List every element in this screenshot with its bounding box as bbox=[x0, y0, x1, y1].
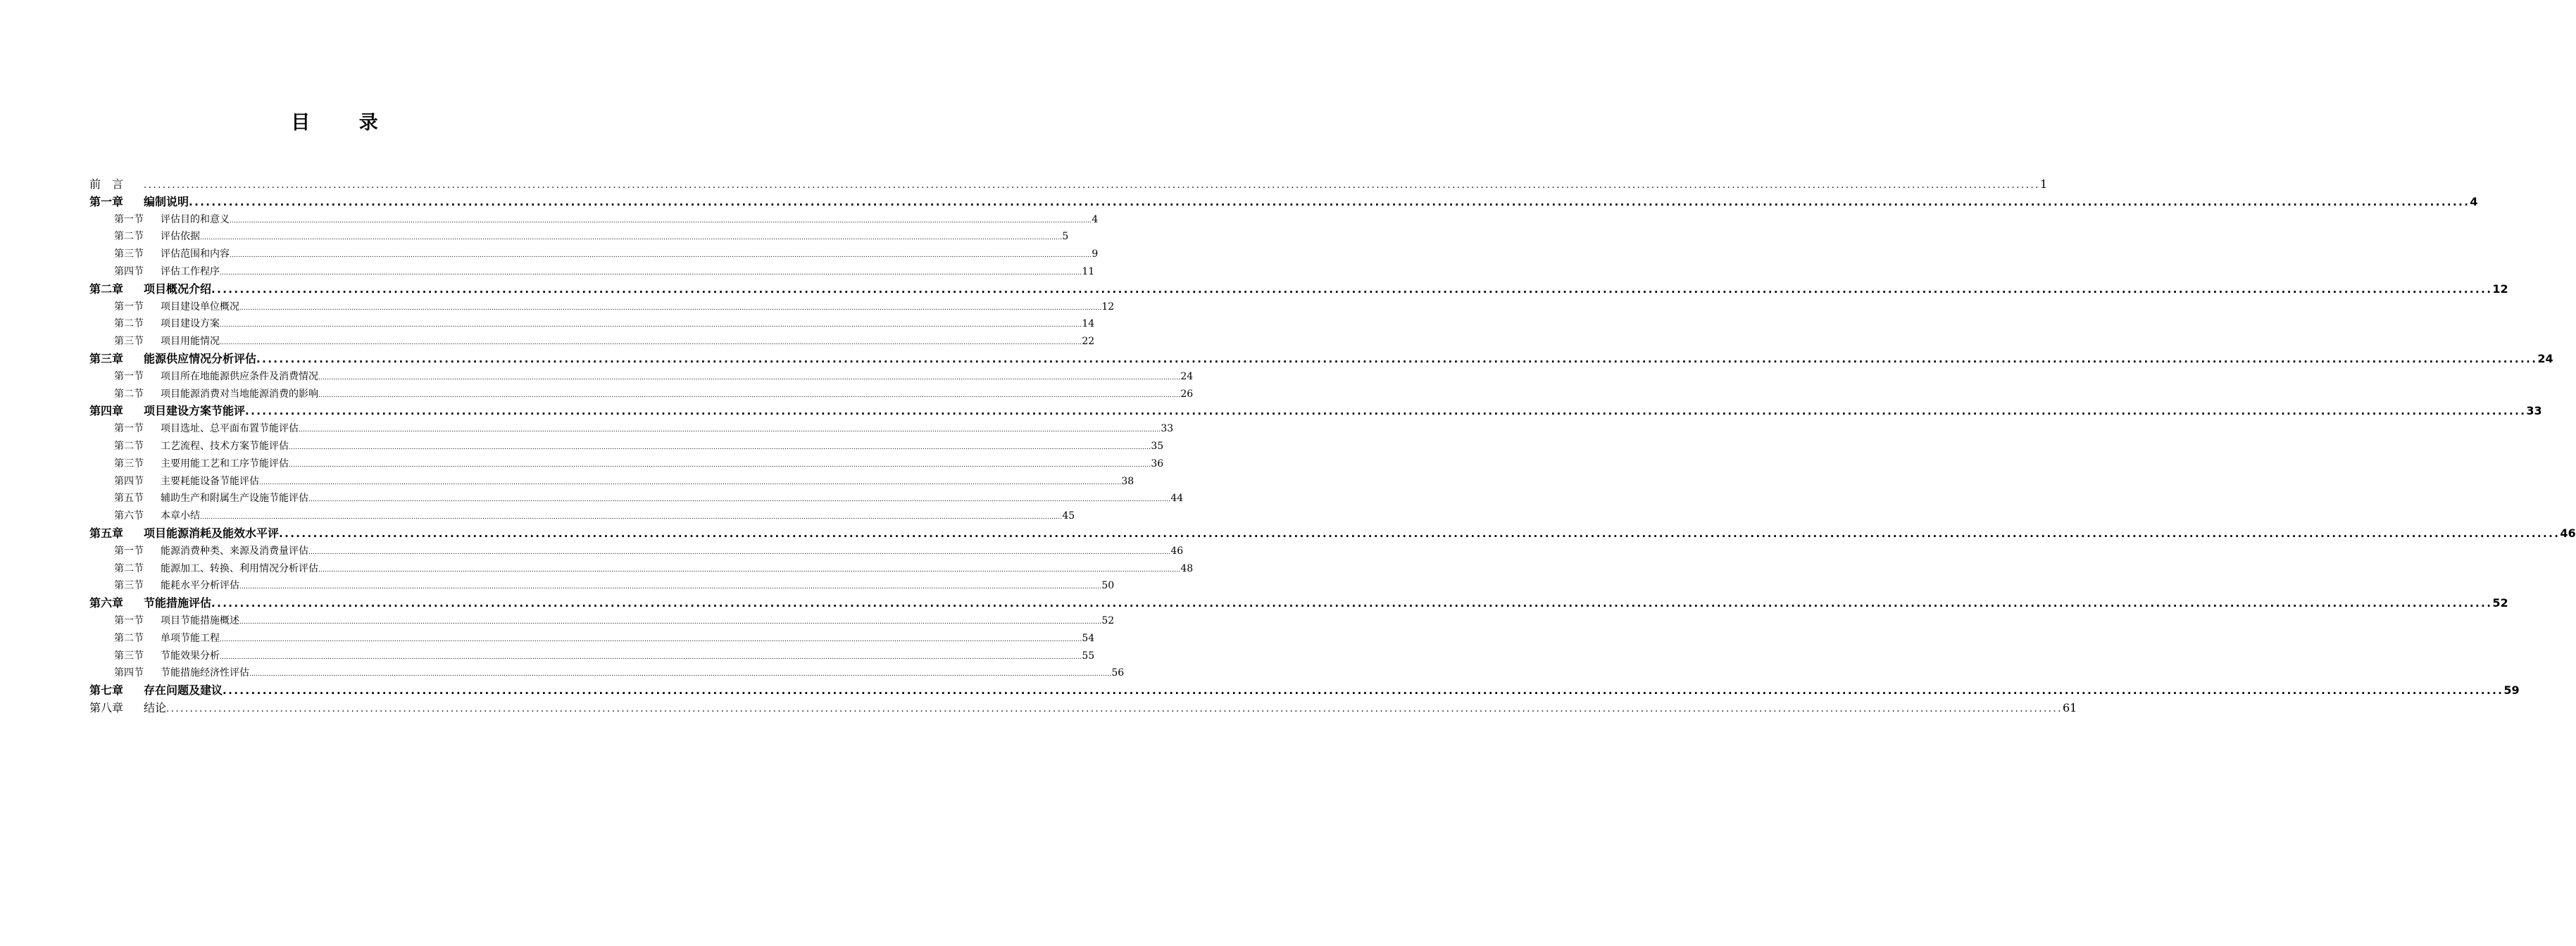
toc-section-entry[interactable] bbox=[89, 612, 1115, 630]
toc-dot-leader: ................................................................................................................................................................................................................................................................................................................................................................................................................ bbox=[289, 461, 1151, 469]
toc-dot-leader: ................................................................................................................................................................................................................................................................................................................................................................................................................ bbox=[144, 180, 2040, 191]
toc-section-entry[interactable] bbox=[89, 507, 1075, 525]
toc-entry-title: 项目能源消费对当地能源消费的影响 bbox=[161, 388, 318, 400]
toc-entry-title: 评估目的和意义 bbox=[161, 213, 230, 225]
toc-dot-leader: ................................................................................................................................................................................................................................................................................................................................................................................................................ bbox=[166, 703, 2063, 714]
toc-entry-label: 第二节 bbox=[114, 231, 144, 243]
toc-entry-label: 第八章 bbox=[89, 700, 124, 714]
toc-section-entry[interactable] bbox=[89, 315, 1095, 333]
toc-entry-label: 第三节 bbox=[114, 650, 144, 662]
page-title: 目 录 bbox=[291, 112, 399, 134]
toc-entry-title: 项目建设方案 bbox=[161, 318, 220, 330]
toc-chapter-entry[interactable] bbox=[89, 682, 2520, 700]
toc-entry-label: 第四节 bbox=[114, 475, 144, 487]
toc-page-number: 22 bbox=[1082, 336, 1095, 348]
toc-section-entry[interactable] bbox=[89, 228, 1069, 246]
toc-section-entry[interactable] bbox=[89, 560, 1194, 578]
toc-dot-leader: ................................................................................................................................................................................................................................................................................................................................................................................................................ bbox=[220, 636, 1082, 643]
toc-entry-label: 第三节 bbox=[114, 458, 144, 469]
toc-dot-leader: ................................................................................................................................................................................................................................................................................................................................................................................................................ bbox=[259, 479, 1122, 486]
toc-entry-title: 单项节能工程 bbox=[161, 632, 220, 644]
toc-entry-label: 第一节 bbox=[114, 213, 144, 225]
toc-page-number: 24 bbox=[1180, 370, 1194, 382]
toc-entry-label: 第一节 bbox=[114, 370, 144, 382]
toc-entry-label: 第三节 bbox=[114, 336, 144, 348]
toc-page-number: 5 bbox=[1062, 231, 1069, 243]
toc-page-number: 4 bbox=[2470, 194, 2478, 208]
toc-page-number: 55 bbox=[1082, 650, 1095, 662]
toc-page-number: 44 bbox=[1170, 493, 1184, 505]
toc-chapter-entry[interactable] bbox=[89, 525, 2576, 543]
toc-section-entry[interactable] bbox=[89, 386, 1194, 403]
toc-entry-label: 第七章 bbox=[89, 683, 124, 698]
toc-entry-title: 项目用能情况 bbox=[161, 336, 220, 348]
toc-dot-leader: ................................................................................................................................................................................................................................................................................................................................................................................................................ bbox=[200, 514, 1063, 522]
toc-dot-leader: ................................................................................................................................................................................................................................................................................................................................................................................................................ bbox=[318, 566, 1181, 574]
toc-page-number: 26 bbox=[1180, 388, 1194, 400]
toc-dot-leader: ................................................................................................................................................................................................................................................................................................................................................................................................................ bbox=[299, 427, 1161, 434]
toc-dot-leader: ................................................................................................................................................................................................................................................................................................................................................................................................................ bbox=[211, 282, 2493, 296]
toc-dot-leader: ................................................................................................................................................................................................................................................................................................................................................................................................................ bbox=[220, 653, 1082, 661]
toc-chapter-entry[interactable] bbox=[89, 176, 2048, 194]
toc-entry-title: 项目选址、总平面布置节能评估 bbox=[161, 423, 299, 435]
toc-dot-leader: ................................................................................................................................................................................................................................................................................................................................................................................................................ bbox=[308, 496, 1171, 504]
toc-entry-title: 项目建设单位概况 bbox=[161, 301, 239, 313]
toc-entry-label: 第二章 bbox=[89, 282, 124, 296]
toc-entry-title: 评估依据 bbox=[161, 231, 200, 243]
toc-page-number: 46 bbox=[1170, 545, 1184, 557]
toc-entry-title: 存在问题及建议 bbox=[144, 683, 223, 698]
toc-entry-label: 第一章 bbox=[89, 194, 124, 208]
toc-page-number: 9 bbox=[1092, 248, 1099, 260]
toc-chapter-entry[interactable] bbox=[89, 351, 2553, 368]
toc-entry-label: 第五节 bbox=[114, 493, 144, 505]
toc-dot-leader: ................................................................................................................................................................................................................................................................................................................................................................................................................ bbox=[245, 405, 2527, 418]
toc-dot-leader: ................................................................................................................................................................................................................................................................................................................................................................................................................ bbox=[189, 195, 2470, 208]
toc-dot-leader: ................................................................................................................................................................................................................................................................................................................................................................................................................ bbox=[230, 217, 1092, 225]
toc-entry-title: 项目能源消耗及能效水平评 bbox=[144, 526, 280, 540]
toc-entry-label: 第三章 bbox=[89, 351, 124, 365]
toc-page-number: 14 bbox=[1082, 318, 1095, 330]
toc-entry-title: 工艺流程、技术方案节能评估 bbox=[161, 440, 289, 452]
toc-dot-leader: ................................................................................................................................................................................................................................................................................................................................................................................................................ bbox=[256, 352, 2538, 365]
toc-section-entry[interactable] bbox=[89, 648, 1095, 665]
toc-page-number: 54 bbox=[1082, 632, 1095, 644]
toc-page-number: 12 bbox=[2492, 282, 2508, 296]
toc-dot-leader: ................................................................................................................................................................................................................................................................................................................................................................................................................ bbox=[279, 526, 2561, 540]
toc-page-number: 36 bbox=[1151, 458, 1164, 469]
toc-dot-leader: ................................................................................................................................................................................................................................................................................................................................................................................................................ bbox=[200, 234, 1063, 242]
toc-section-entry[interactable] bbox=[89, 630, 1095, 648]
toc-entry-title: 节能效果分析 bbox=[161, 650, 220, 662]
toc-section-entry[interactable] bbox=[89, 298, 1115, 316]
toc-entry-title: 结论 bbox=[144, 700, 167, 714]
toc-page-number: 38 bbox=[1121, 475, 1134, 487]
toc-entry-label: 第二节 bbox=[114, 562, 144, 574]
toc-entry-label: 第二节 bbox=[114, 388, 144, 400]
toc-dot-leader: ................................................................................................................................................................................................................................................................................................................................................................................................................ bbox=[289, 443, 1151, 451]
toc-entry-label: 第二节 bbox=[114, 440, 144, 452]
toc-entry-label: 第四章 bbox=[89, 404, 124, 418]
toc-dot-leader: ................................................................................................................................................................................................................................................................................................................................................................................................................ bbox=[239, 618, 1102, 626]
toc-section-entry[interactable] bbox=[89, 438, 1164, 455]
toc-dot-leader: ................................................................................................................................................................................................................................................................................................................................................................................................................ bbox=[220, 269, 1082, 277]
toc-entry-label: 第四节 bbox=[114, 667, 144, 679]
toc-section-entry[interactable] bbox=[89, 490, 1184, 507]
toc-entry-title: 能源消费种类、来源及消费量评估 bbox=[161, 545, 308, 557]
toc-section-entry[interactable] bbox=[89, 211, 1099, 229]
toc-section-entry[interactable] bbox=[89, 664, 1125, 682]
toc-entry-title: 能源供应情况分析评估 bbox=[144, 351, 257, 365]
toc-entry-label: 第六节 bbox=[114, 510, 144, 522]
toc-entry-label: 第一节 bbox=[114, 423, 144, 435]
toc-dot-leader: ................................................................................................................................................................................................................................................................................................................................................................................................................ bbox=[230, 252, 1092, 260]
toc-chapter-entry[interactable] bbox=[89, 700, 2077, 717]
table-of-contents bbox=[89, 176, 2576, 717]
toc-dot-leader: ................................................................................................................................................................................................................................................................................................................................................................................................................ bbox=[249, 671, 1112, 679]
toc-page-number: 33 bbox=[2526, 404, 2542, 418]
toc-page-number: 24 bbox=[2537, 351, 2553, 365]
toc-dot-leader: ................................................................................................................................................................................................................................................................................................................................................................................................................ bbox=[239, 584, 1102, 591]
toc-section-entry[interactable] bbox=[89, 577, 1115, 595]
toc-entry-label: 第五章 bbox=[89, 526, 124, 540]
toc-page-number: 61 bbox=[2062, 700, 2077, 714]
toc-entry-label: 第四节 bbox=[114, 265, 144, 277]
toc-entry-label: 第二节 bbox=[114, 318, 144, 330]
toc-page-number: 1 bbox=[2039, 177, 2048, 191]
toc-page-number: 48 bbox=[1180, 562, 1194, 574]
toc-entry-title: 节能措施经济性评估 bbox=[161, 667, 249, 679]
toc-entry-title: 项目所在地能源供应条件及消费情况 bbox=[161, 370, 318, 382]
toc-entry-title: 项目节能措施概述 bbox=[161, 614, 239, 626]
toc-entry-title: 节能措施评估 bbox=[144, 596, 212, 610]
toc-section-entry[interactable] bbox=[89, 246, 1099, 263]
toc-section-entry[interactable] bbox=[89, 368, 1194, 386]
toc-dot-leader: ................................................................................................................................................................................................................................................................................................................................................................................................................ bbox=[239, 304, 1102, 312]
toc-entry-title: 项目概况介绍 bbox=[144, 282, 212, 296]
toc-page-number: 33 bbox=[1161, 423, 1174, 435]
toc-page-number: 46 bbox=[2560, 526, 2576, 540]
toc-page-number: 59 bbox=[2503, 683, 2520, 698]
toc-section-entry[interactable] bbox=[89, 473, 1134, 491]
toc-dot-leader: ................................................................................................................................................................................................................................................................................................................................................................................................................ bbox=[318, 374, 1181, 381]
toc-page-number: 11 bbox=[1082, 265, 1095, 277]
toc-entry-label: 第二节 bbox=[114, 632, 144, 644]
toc-entry-title: 能源加工、转换、利用情况分析评估 bbox=[161, 562, 318, 574]
toc-entry-title: 主要用能工艺和工序节能评估 bbox=[161, 458, 289, 469]
toc-dot-leader: ................................................................................................................................................................................................................................................................................................................................................................................................................ bbox=[308, 548, 1171, 556]
toc-page-number: 35 bbox=[1151, 440, 1164, 452]
toc-page-number: 4 bbox=[1092, 213, 1099, 225]
toc-dot-leader: ................................................................................................................................................................................................................................................................................................................................................................................................................ bbox=[220, 322, 1082, 329]
toc-chapter-entry[interactable] bbox=[89, 281, 2508, 298]
toc-chapter-entry[interactable] bbox=[89, 194, 2478, 211]
toc-section-entry[interactable] bbox=[89, 543, 1184, 560]
toc-entry-title: 评估范围和内容 bbox=[161, 248, 230, 260]
toc-entry-label: 第三节 bbox=[114, 580, 144, 592]
toc-page-number: 52 bbox=[2492, 596, 2508, 610]
toc-entry-label: 第一节 bbox=[114, 545, 144, 557]
toc-page-number: 56 bbox=[1111, 667, 1125, 679]
toc-page-number: 12 bbox=[1101, 301, 1115, 313]
toc-entry-label: 第一节 bbox=[114, 301, 144, 313]
toc-section-entry[interactable] bbox=[89, 333, 1095, 351]
toc-entry-label: 第一节 bbox=[114, 614, 144, 626]
toc-entry-label: 前 言 bbox=[89, 177, 124, 191]
toc-dot-leader: ................................................................................................................................................................................................................................................................................................................................................................................................................ bbox=[223, 684, 2504, 698]
toc-entry-title: 主要耗能设备节能评估 bbox=[161, 475, 259, 487]
toc-entry-label: 第六章 bbox=[89, 596, 124, 610]
toc-section-entry[interactable] bbox=[89, 263, 1095, 281]
toc-entry-title: 辅助生产和附属生产设施节能评估 bbox=[161, 493, 308, 505]
toc-entry-title: 评估工作程序 bbox=[161, 265, 220, 277]
toc-page-number: 50 bbox=[1101, 580, 1115, 592]
toc-dot-leader: ................................................................................................................................................................................................................................................................................................................................................................................................................ bbox=[220, 339, 1082, 347]
toc-entry-title: 能耗水平分析评估 bbox=[161, 580, 239, 592]
toc-entry-title: 项目建设方案节能评 bbox=[144, 404, 246, 418]
toc-section-entry[interactable] bbox=[89, 420, 1174, 438]
toc-entry-title: 编制说明 bbox=[144, 194, 189, 208]
toc-chapter-entry[interactable] bbox=[89, 595, 2508, 612]
toc-page-number: 52 bbox=[1101, 614, 1115, 626]
toc-entry-label: 第三节 bbox=[114, 248, 144, 260]
toc-dot-leader: ................................................................................................................................................................................................................................................................................................................................................................................................................ bbox=[211, 597, 2493, 610]
toc-entry-title: 本章小结 bbox=[161, 510, 200, 522]
toc-dot-leader: ................................................................................................................................................................................................................................................................................................................................................................................................................ bbox=[318, 391, 1181, 399]
toc-chapter-entry[interactable] bbox=[89, 403, 2542, 420]
toc-section-entry[interactable] bbox=[89, 455, 1164, 473]
toc-page-number: 45 bbox=[1062, 510, 1075, 522]
